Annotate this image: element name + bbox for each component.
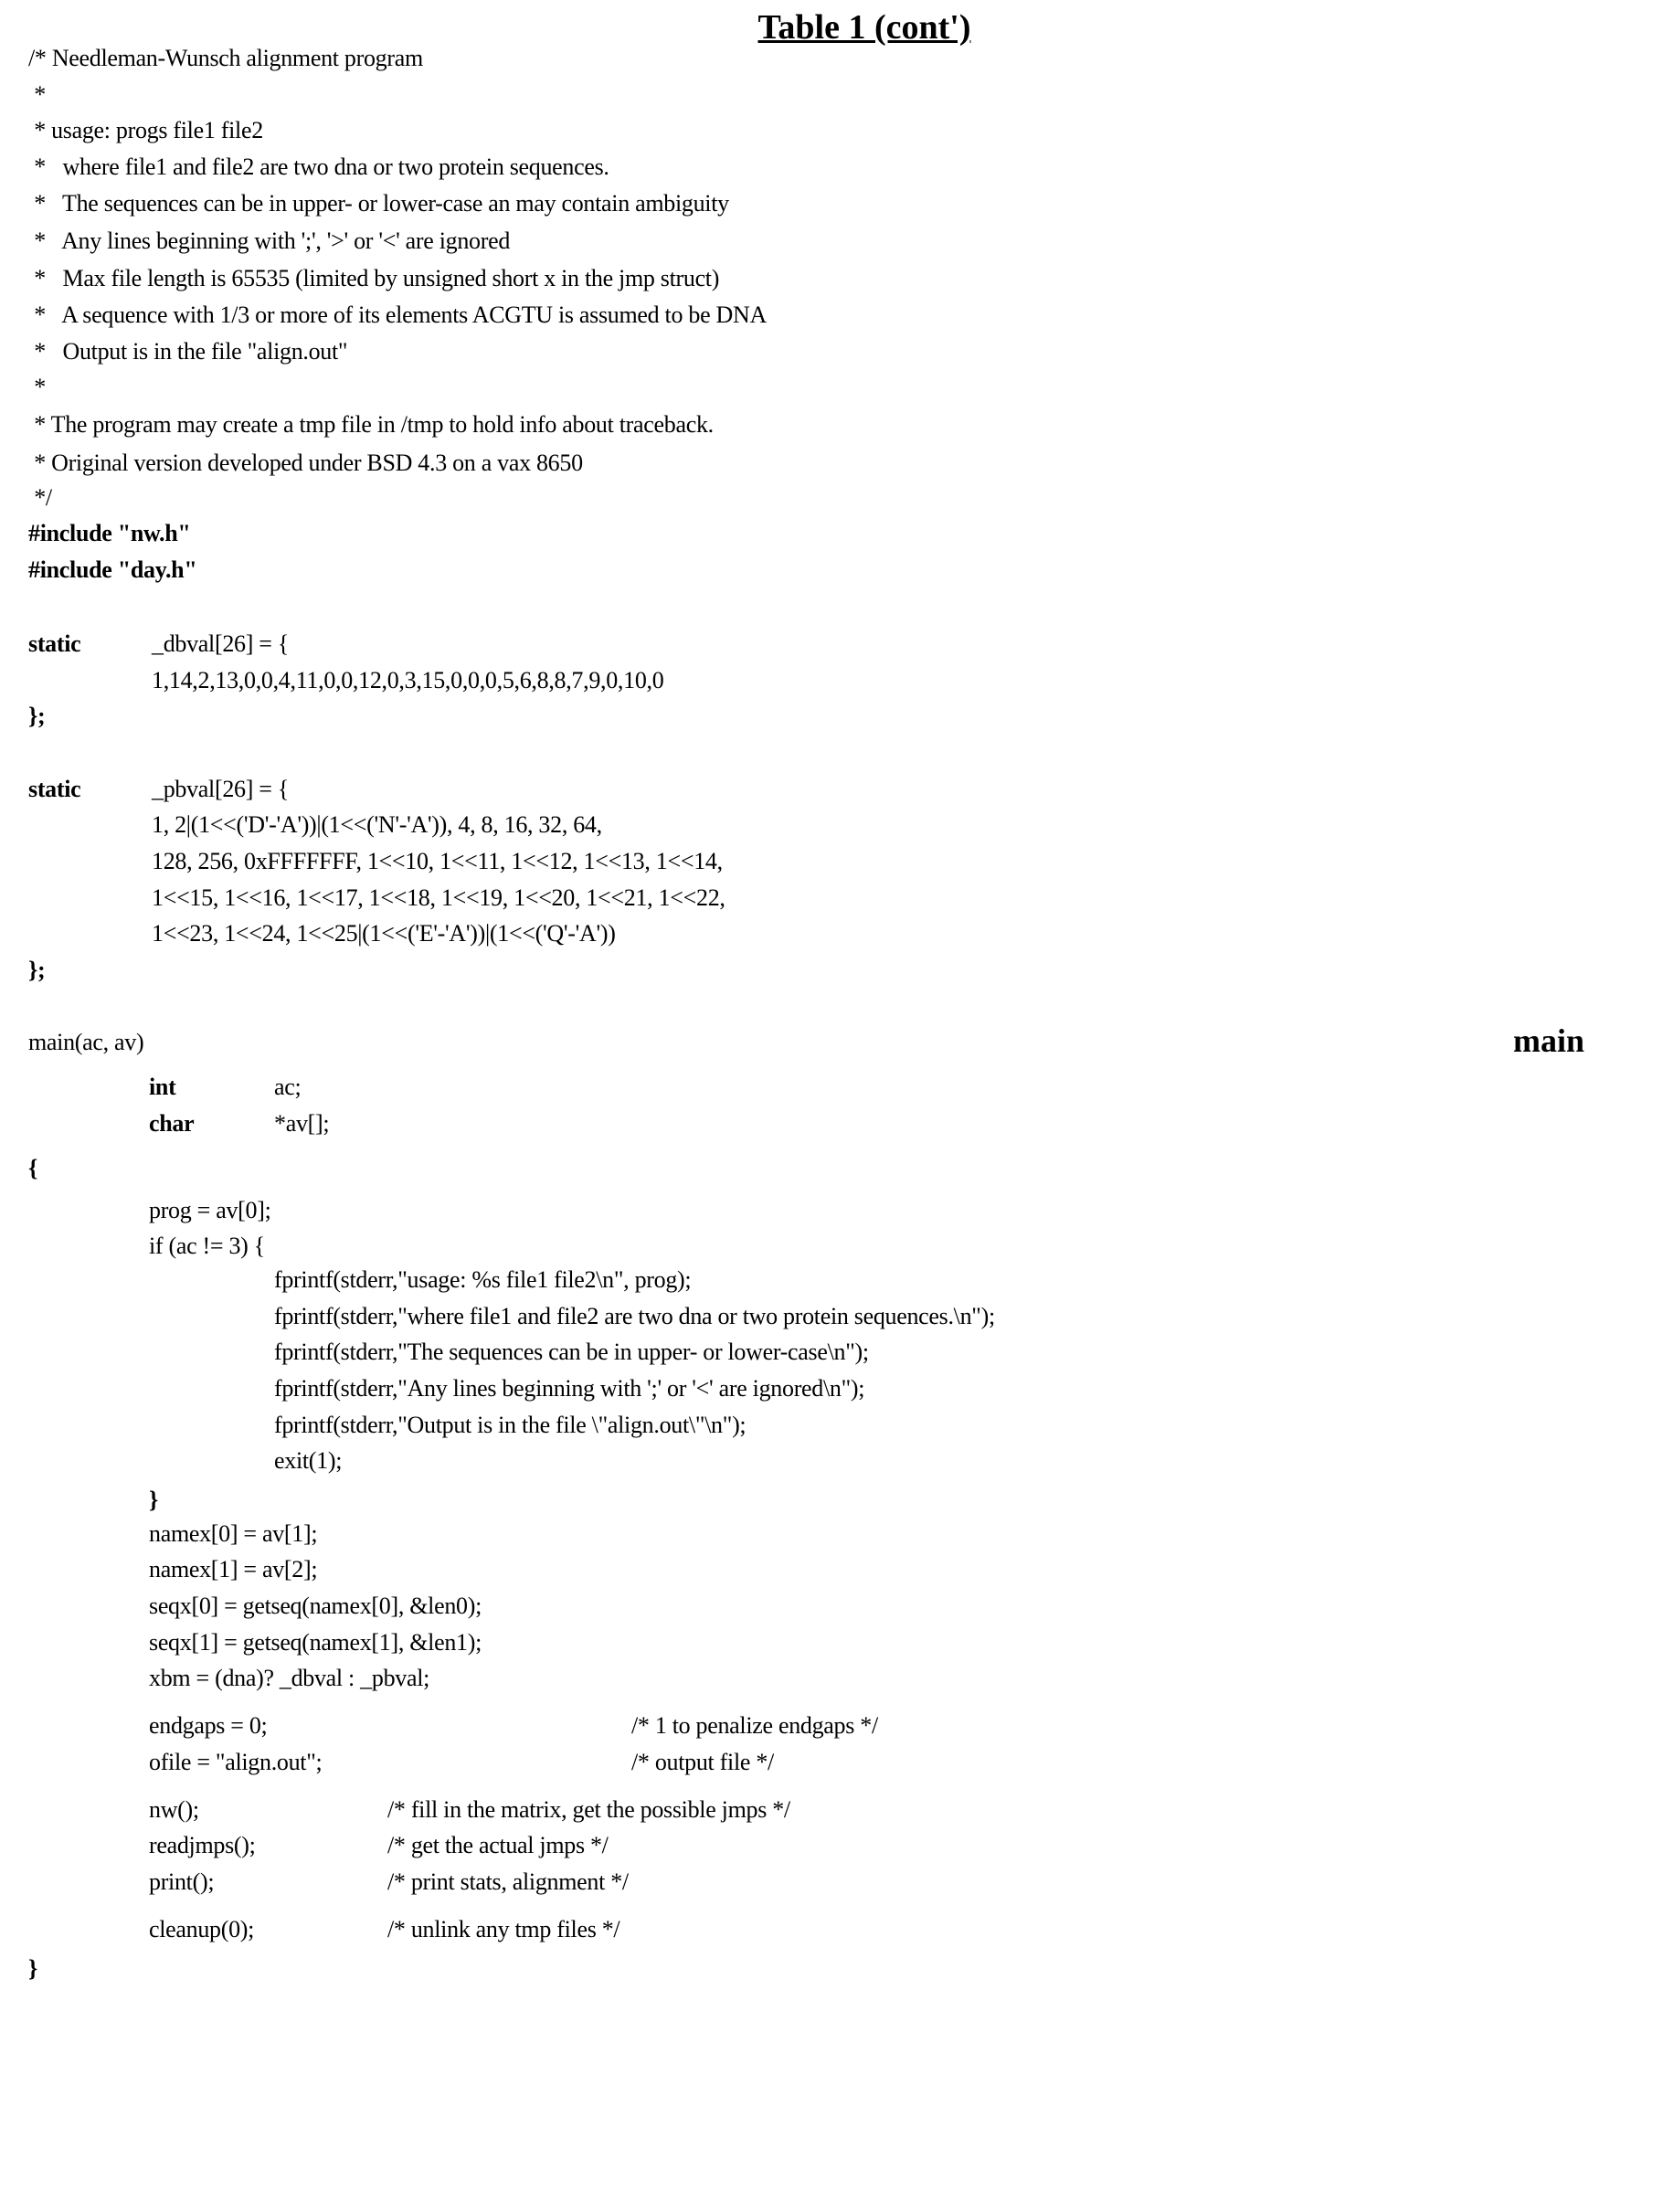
comment-line: * Max file length is 65535 (limited by unsigned short x in the jmp struct) xyxy=(28,265,719,292)
comment-line: * Any lines beginning with ';', '>' or '<' are ignored xyxy=(28,228,510,255)
include-line: #include "day.h" xyxy=(28,556,196,584)
code-line: readjmps(); xyxy=(149,1832,256,1859)
closing-brace: }; xyxy=(28,957,45,984)
main-signature: main(ac, av) xyxy=(28,1029,143,1056)
code-line: nw(); xyxy=(149,1796,199,1824)
code-line: seqx[0] = getseq(namex[0], &len0); xyxy=(149,1593,482,1620)
code-line: namex[0] = av[1]; xyxy=(149,1520,317,1548)
code-line: endgaps = 0; xyxy=(149,1712,268,1740)
comment-line: * where file1 and file2 are two dna or two protein sequences. xyxy=(28,153,609,181)
comment-line: * usage: progs file1 file2 xyxy=(28,117,263,144)
code-comment: /* get the actual jmps */ xyxy=(387,1832,609,1859)
code-comment: /* fill in the matrix, get the possible jmps */ xyxy=(387,1796,790,1824)
code-line: fprintf(stderr,"Output is in the file \"align.out\"\n"); xyxy=(274,1412,746,1439)
include-line: #include "nw.h" xyxy=(28,520,191,547)
open-brace: { xyxy=(28,1155,37,1182)
code-line: fprintf(stderr,"The sequences can be in upper- or lower-case\n"); xyxy=(274,1339,869,1366)
param-type: char xyxy=(149,1110,194,1138)
code-line: xbm = (dna)? _dbval : _pbval; xyxy=(149,1665,429,1692)
close-brace: } xyxy=(28,1955,37,1983)
code-line: print(); xyxy=(149,1868,214,1896)
code-line: prog = av[0]; xyxy=(149,1197,271,1224)
pbval-values: 128, 256, 0xFFFFFFF, 1<<10, 1<<11, 1<<12, 1<<13, 1<<14, xyxy=(152,848,723,875)
page-title: Table 1 (cont') xyxy=(0,7,1673,48)
code-line: fprintf(stderr,"usage: %s file1 file2\n", prog); xyxy=(274,1266,691,1294)
code-line: seqx[1] = getseq(namex[1], &len1); xyxy=(149,1629,482,1656)
pbval-values: 1<<23, 1<<24, 1<<25|(1<<('E'-'A'))|(1<<('Q'-'A')) xyxy=(152,920,616,947)
param-name: ac; xyxy=(274,1074,301,1101)
comment-line: /* Needleman-Wunsch alignment program xyxy=(28,45,423,72)
code-comment: /* unlink any tmp files */ xyxy=(387,1916,619,1943)
pbval-values: 1, 2|(1<<('D'-'A'))|(1<<('N'-'A')), 4, 8, 16, 32, 64, xyxy=(152,811,602,839)
comment-line: * The sequences can be in upper- or lower-case an may contain ambiguity xyxy=(28,190,729,217)
comment-line: * Output is in the file "align.out" xyxy=(28,338,347,365)
comment-line: * The program may create a tmp file in /tmp to hold info about traceback. xyxy=(28,411,714,439)
comment-line: * xyxy=(28,374,46,401)
code-comment: /* output file */ xyxy=(631,1749,774,1776)
code-line: ofile = "align.out"; xyxy=(149,1749,322,1776)
code-comment: /* 1 to penalize endgaps */ xyxy=(631,1712,878,1740)
code-line: fprintf(stderr,"Any lines beginning with ';' or '<' are ignored\n"); xyxy=(274,1375,864,1402)
dbval-values: 1,14,2,13,0,0,4,11,0,0,12,0,3,15,0,0,0,5,6,8,8,7,9,0,10,0 xyxy=(152,667,663,694)
closing-brace: }; xyxy=(28,703,45,730)
code-comment: /* print stats, alignment */ xyxy=(387,1868,629,1896)
code-line: namex[1] = av[2]; xyxy=(149,1556,317,1583)
static-keyword: static xyxy=(28,630,80,658)
comment-line: * xyxy=(28,81,46,109)
close-brace: } xyxy=(149,1487,158,1514)
param-name: *av[]; xyxy=(274,1110,329,1138)
pbval-values: 1<<15, 1<<16, 1<<17, 1<<18, 1<<19, 1<<20, 1<<21, 1<<22, xyxy=(152,884,725,912)
comment-line: * Original version developed under BSD 4.3 on a vax 8650 xyxy=(28,450,583,477)
side-label-main: main xyxy=(1513,1021,1584,1060)
comment-line: * A sequence with 1/3 or more of its elements ACGTU is assumed to be DNA xyxy=(28,302,767,329)
code-line: fprintf(stderr,"where file1 and file2 are two dna or two protein sequences.\n"); xyxy=(274,1303,995,1330)
param-type: int xyxy=(149,1074,175,1101)
comment-line: */ xyxy=(28,484,52,512)
pbval-declaration: _pbval[26] = { xyxy=(152,776,289,803)
code-line: if (ac != 3) { xyxy=(149,1233,265,1260)
code-line: exit(1); xyxy=(274,1447,342,1475)
static-keyword: static xyxy=(28,776,80,803)
code-line: cleanup(0); xyxy=(149,1916,254,1943)
dbval-declaration: _dbval[26] = { xyxy=(152,630,289,658)
